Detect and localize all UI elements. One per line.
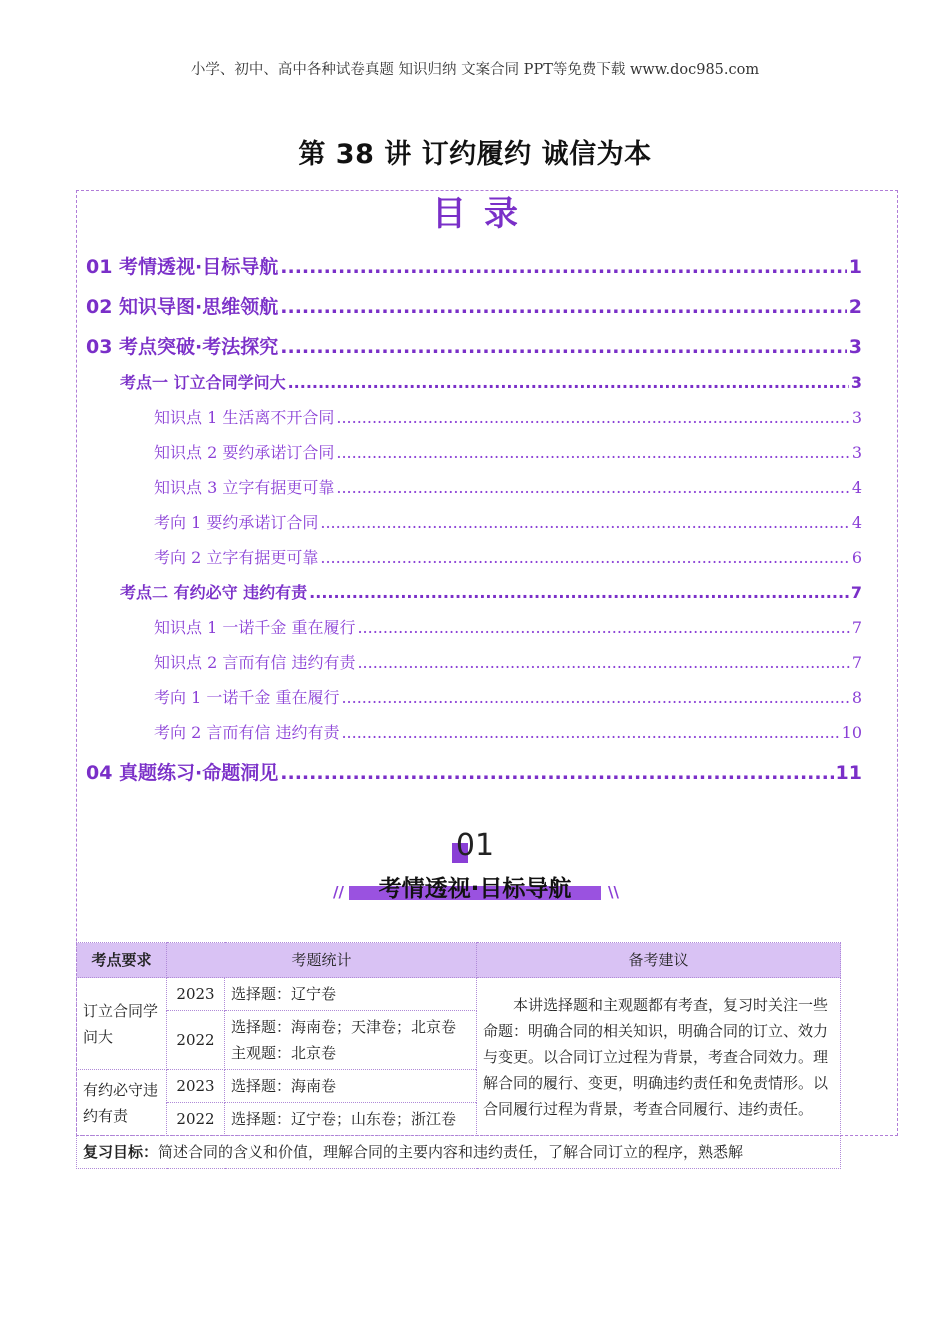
toc-item-page: 1: [848, 256, 862, 278]
toc-item[interactable]: [86, 252, 862, 279]
toc-item-label: 考向 2 言而有信 违约有责: [154, 723, 340, 742]
toc-leader-dots: [341, 688, 849, 707]
year-cell: 2022: [167, 1011, 225, 1070]
advice-cell: 本讲选择题和主观题都有考查，复习时关注一些命题：明确合同的相关知识，明确合同的订立、效力与变更。以合同订立过程为背景，考查合同效力。理解合同的履行、变更，明确违约责任和免责情形。以合同履行过程为背景，考查合同履行、违约责任。: [477, 978, 841, 1136]
toc-item[interactable]: [154, 440, 862, 463]
toc-leader-dots: [320, 548, 849, 567]
goal-cell: [77, 1136, 841, 1169]
toc-item-label: 知识点 1 生活离不开合同: [154, 408, 335, 427]
toc-item[interactable]: [154, 510, 862, 533]
toc-item-page: 8: [851, 688, 862, 707]
year-cell: 2023: [167, 978, 225, 1011]
toc-item-label: 考点二 有约必守 违约有责: [120, 583, 308, 602]
toc-item-label: 01 考情透视·目标导航: [86, 256, 279, 278]
toc-item[interactable]: [154, 650, 862, 673]
toc-item-page: 7: [851, 618, 862, 637]
year-cell: 2022: [167, 1103, 225, 1136]
toc-leader-dots: [336, 478, 849, 497]
toc-item-page: 2: [848, 296, 862, 318]
stat-line: 选择题：海南卷；天津卷；北京卷: [231, 1018, 457, 1036]
header-advice: 备考建议: [477, 943, 841, 978]
section-number: 01: [455, 828, 495, 863]
toc-item-label: 考向 1 一诺千金 重在履行: [154, 688, 340, 707]
toc-leader-dots: [280, 762, 833, 784]
toc-item[interactable]: [86, 758, 862, 785]
left-slash-decoration: //: [333, 883, 344, 901]
toc-leader-dots: [357, 618, 849, 637]
table-row: [77, 978, 841, 1011]
toc-item[interactable]: [154, 615, 862, 638]
toc-item-label: 考向 1 要约承诺订合同: [154, 513, 319, 532]
header-topic: 考点要求: [77, 943, 167, 978]
goal-text: 简述合同的含义和价值，理解合同的主要内容和违约责任，了解合同订立的程序，熟悉解: [158, 1143, 744, 1161]
goal-label: 复习目标：: [83, 1143, 159, 1161]
toc-item-label: 知识点 3 立字有据更可靠: [154, 478, 335, 497]
toc-item-page: 4: [851, 478, 862, 497]
toc-item[interactable]: [86, 332, 862, 359]
toc-leader-dots: [280, 336, 846, 358]
toc-item-page: 3: [851, 408, 862, 427]
toc-item-label: 知识点 2 言而有信 违约有责: [154, 653, 356, 672]
stat-line: 主观题：北京卷: [231, 1044, 337, 1062]
year-cell: 2023: [167, 1070, 225, 1103]
toc-item-page: 3: [848, 336, 862, 358]
toc-item-page: 3: [851, 443, 862, 462]
toc-leader-dots: [280, 296, 846, 318]
toc-item-page: 3: [850, 373, 862, 392]
toc-item-page: 7: [851, 653, 862, 672]
toc-item-page: 4: [851, 513, 862, 532]
section-title: 考情透视·目标导航: [378, 876, 572, 902]
toc-item-label: 03 考点突破·考法探究: [86, 336, 279, 358]
toc-item[interactable]: [154, 475, 862, 498]
table-header-row: [77, 943, 841, 978]
toc-item[interactable]: [86, 292, 862, 319]
toc-leader-dots: [357, 653, 849, 672]
toc-leader-dots: [280, 256, 846, 278]
toc-leader-dots: [336, 408, 849, 427]
topic-cell: 有约必守违约有责: [77, 1070, 167, 1136]
exam-info-table: [76, 942, 841, 1169]
toc-leader-dots: [288, 373, 849, 392]
toc-item-label: 02 知识导图·思维领航: [86, 296, 279, 318]
toc-leader-dots: [320, 513, 849, 532]
toc-item-page: 6: [851, 548, 862, 567]
lecture-title: 第 38 讲 订约履约 诚信为本: [298, 139, 652, 170]
stat-cell: 选择题：辽宁卷；山东卷；浙江卷: [225, 1103, 477, 1136]
toc-item[interactable]: [120, 580, 862, 603]
page-header: 小学、初中、高中各种试卷真题 知识归纳 文案合同 PPT等免费下载 www.doc985.com: [190, 62, 760, 78]
toc-item-page: 7: [850, 583, 862, 602]
toc-item[interactable]: [154, 720, 862, 743]
topic-cell: 订立合同学问大: [77, 978, 167, 1070]
toc-heading: 目录: [432, 194, 536, 234]
toc-item-label: 知识点 1 一诺千金 重在履行: [154, 618, 356, 637]
toc-item-label: 知识点 2 要约承诺订合同: [154, 443, 335, 462]
toc-leader-dots: [309, 583, 849, 602]
toc-item[interactable]: [154, 545, 862, 568]
right-slash-decoration: \\: [608, 883, 619, 901]
toc-leader-dots: [336, 443, 849, 462]
toc-item-label: 04 真题练习·命题洞见: [86, 762, 279, 784]
header-stats: 考题统计: [167, 943, 477, 978]
toc-item-label: 考向 2 立字有据更可靠: [154, 548, 319, 567]
stat-cell: [225, 1011, 477, 1070]
toc-leader-dots: [341, 723, 839, 742]
stat-cell: 选择题：辽宁卷: [225, 978, 477, 1011]
goal-row: [77, 1136, 841, 1169]
toc-item-page: 10: [841, 723, 862, 742]
toc-item[interactable]: [154, 405, 862, 428]
toc-item[interactable]: [120, 370, 862, 393]
toc-item-page: 11: [835, 762, 862, 784]
stat-cell: 选择题：海南卷: [225, 1070, 477, 1103]
toc-item[interactable]: [154, 685, 862, 708]
toc-item-label: 考点一 订立合同学问大: [120, 373, 286, 392]
